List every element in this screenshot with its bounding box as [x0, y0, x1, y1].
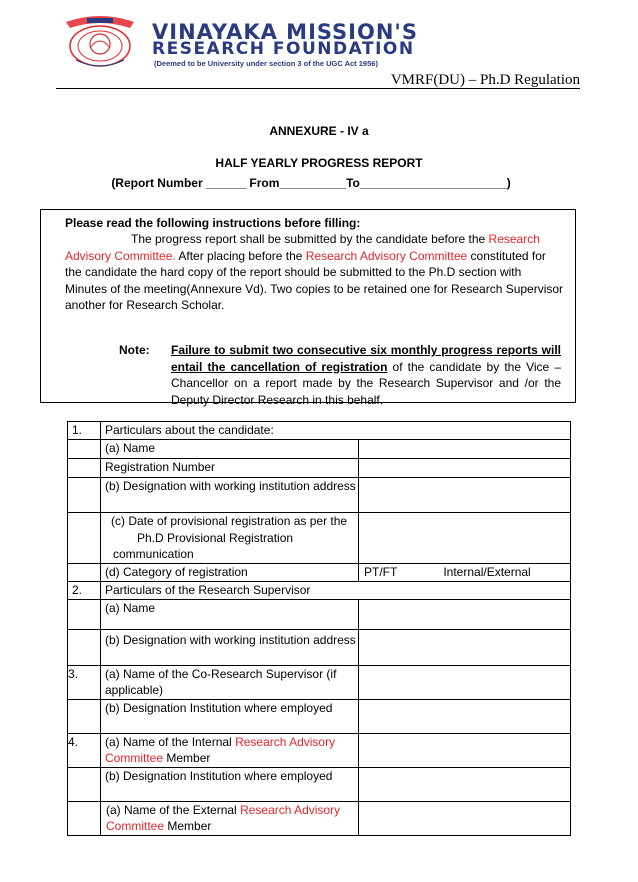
table-row: [68, 478, 571, 513]
table-row: [68, 599, 571, 629]
row-number: 4.: [68, 733, 101, 767]
table-row: [68, 801, 571, 835]
brand-title: VINAYAKA MISSION'S: [152, 20, 418, 44]
field-label: (b) Designation with working institution address: [101, 629, 359, 665]
table-row: [68, 733, 571, 767]
field-label: [101, 513, 359, 564]
table-row: [68, 422, 571, 440]
details-table: [67, 421, 571, 836]
table-row: [68, 459, 571, 478]
report-title: HALF YEARLY PROGRESS REPORT: [215, 156, 423, 170]
instructions-box: [40, 209, 576, 407]
note-rest: of the candidate by the Vice – Chancellor on a report made by the Research Supervisor and /or the Deputy Director Research in this behalf.: [171, 359, 562, 407]
field-label: (a) Name of the Co-Research Supervisor (if applicable): [101, 665, 359, 699]
table-row: [68, 629, 571, 665]
university-logo: [60, 12, 140, 70]
field-label-line: communication: [113, 547, 194, 561]
header-divider: [56, 88, 580, 89]
instr-text-1: The progress report shall be submitted by the candidate before the: [131, 232, 489, 246]
instr-red-1: Research Advisory Committee.: [65, 232, 540, 263]
table-row: [68, 440, 571, 459]
label-part: Member: [163, 751, 211, 765]
table-row: [68, 699, 571, 733]
label-part: (a) Name of the Internal: [105, 734, 236, 749]
table-row: [68, 767, 571, 801]
table-row: [68, 665, 571, 699]
regulation-title: VMRF(DU) – Ph.D Regulation: [390, 72, 580, 88]
label-part: (a) Name of the External: [106, 802, 241, 817]
label-part: Member: [164, 819, 212, 833]
note-underlined: Failure to submit two consecutive six monthly progress reports will entail the cancellation of registration: [171, 343, 561, 374]
registration-number-value[interactable]: [359, 459, 571, 478]
field-label: [101, 801, 359, 835]
instructions-heading: Please read the following instructions before filling:: [65, 216, 361, 230]
report-number-line: (Report Number ______ From__________To______________________): [111, 176, 511, 190]
table-row: [68, 513, 571, 564]
external-member-name-value[interactable]: [359, 801, 571, 835]
instructions-paragraph: [65, 231, 565, 314]
field-label: (d) Category of registration: [101, 563, 359, 581]
internal-member-name-value[interactable]: [359, 733, 571, 767]
instr-text-2: After placing before the: [175, 248, 306, 263]
brand-subtitle: RESEARCH FOUNDATION: [152, 39, 415, 59]
field-label-line: (c) Date of provisional registration as per the: [111, 514, 348, 528]
note-label: Note:: [119, 343, 150, 357]
brand-tagline: (Deemed to be University under section 3 of the UGC Act 1956): [154, 59, 378, 68]
note-body: [171, 342, 561, 408]
pt-ft-option: PT/FT: [364, 564, 398, 579]
row-number: 2.: [68, 581, 101, 599]
row-number: 1.: [68, 422, 101, 440]
table-row: [68, 581, 571, 599]
candidate-designation-value[interactable]: [359, 478, 571, 513]
row-number: 3.: [68, 665, 101, 699]
supervisor-name-value[interactable]: [359, 599, 571, 629]
field-label-line: Ph.D Provisional Registration: [137, 530, 294, 545]
provisional-date-value[interactable]: [359, 513, 571, 564]
field-label: (b) Designation with working institution address: [101, 478, 359, 513]
co-supervisor-designation-value[interactable]: [359, 699, 571, 733]
field-label: (a) Name: [101, 599, 359, 629]
category-value[interactable]: [359, 563, 571, 581]
field-label: Registration Number: [101, 459, 359, 478]
field-label: [101, 733, 359, 767]
field-label: (a) Name: [101, 440, 359, 459]
internal-member-designation-value[interactable]: [359, 767, 571, 801]
label-red-part: Research Advisory Committee: [105, 734, 336, 765]
section-heading: Particulars about the candidate:: [101, 422, 571, 440]
supervisor-designation-value[interactable]: [359, 629, 571, 665]
field-label: (b) Designation Institution where employed: [101, 699, 359, 733]
table-row: [68, 563, 571, 581]
annexure-title: ANNEXURE - IV a: [269, 124, 369, 138]
section-heading: Particulars of the Research Supervisor: [101, 581, 571, 599]
field-label: (b) Designation Institution where employed: [101, 767, 359, 801]
co-supervisor-name-value[interactable]: [359, 665, 571, 699]
instr-text-3: constituted for the candidate the hard copy of the report should be submitted to the Ph.D section with Minutes of the meeting(Annexure Vd). Two copies to be retained one for Research Supervisor another for Research Scholar.: [65, 248, 564, 312]
label-red-part: Research Advisory Committee: [106, 802, 341, 833]
candidate-name-value[interactable]: [359, 440, 571, 459]
instr-red-2: Research Advisory Committee: [305, 248, 468, 263]
internal-external-option: Internal/External: [443, 564, 531, 579]
